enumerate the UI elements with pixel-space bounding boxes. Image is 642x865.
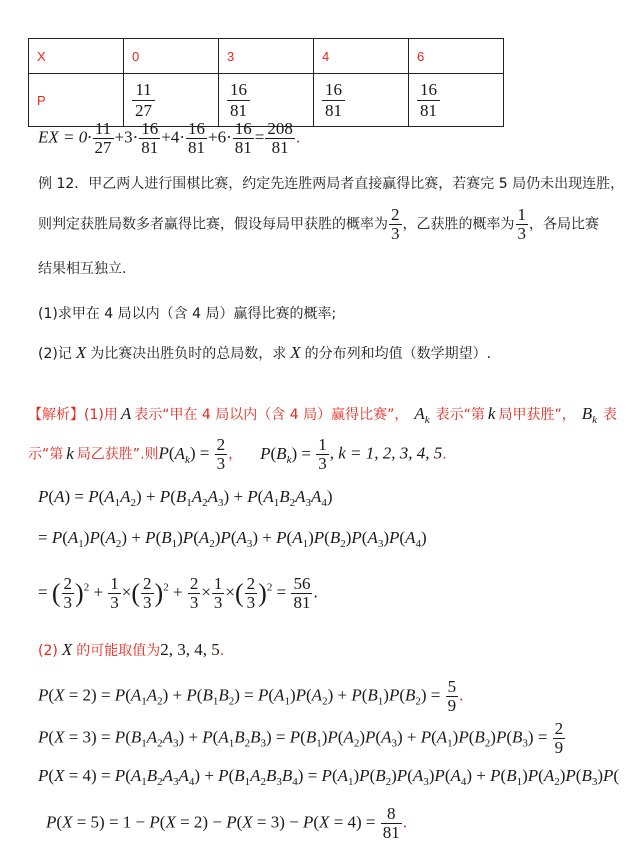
fraction-denominator: 9 (447, 696, 457, 715)
question-2 (38, 343, 491, 363)
px4-line: $P(X = 4) = P(A_1B_2A_3A_4) + P(B_1A_2B_3B_4) = P(A_1)P(B_2)P(A_3)P(A_4) + P(B_1)P(A_2)P(B_3)P$( (38, 766, 620, 788)
text: 局甲获胜”， (498, 407, 576, 423)
fraction-denominator: 27 (135, 100, 152, 120)
question-1: (1)求甲在 4 局以内（含 4 局）赢得比赛的概率; (38, 306, 337, 322)
distribution-table (28, 38, 504, 127)
fraction-numerator: 1 (517, 205, 526, 224)
fraction-numerator: 1 (318, 435, 327, 454)
variable-k: k (66, 443, 74, 463)
fraction-numerator: 8 (381, 805, 402, 824)
table-cell (314, 74, 409, 127)
pa-line-3: = ( $\frac{2}{3}$ )$^2$ + $\frac{1}{3}$ ×( $\frac{2}{3}$ )$^2$ + $\frac{2}{3}$ × $\frac{1}{3}$ ×( $\frac{2}{3}$ )$^2$ = $\frac{56}{81}$ . (38, 574, 318, 612)
fraction-numerator: 16 (322, 80, 345, 101)
fraction-denominator: 3 (318, 454, 327, 473)
fraction-numerator: 5 (447, 677, 457, 696)
fraction-numerator: 2 (216, 435, 226, 454)
fraction (186, 120, 207, 157)
table-cell (409, 74, 504, 127)
table-cell: P (29, 74, 124, 127)
fraction-denominator: 3 (391, 224, 400, 243)
variable-x: X (75, 343, 87, 362)
expectation-line (38, 120, 300, 157)
text: 则判定获胜局数多者赢得比赛，假设每局甲获胜的概率为 (38, 216, 388, 233)
text: . (442, 446, 447, 463)
fraction (233, 120, 254, 157)
table-cell: 0 (124, 39, 219, 74)
solution-line-1 (28, 404, 617, 426)
text: 的可能取值为 (76, 643, 161, 659)
values: 2, 3, 4, 5 (160, 640, 220, 659)
fraction (417, 80, 440, 121)
fraction (316, 436, 329, 473)
variable-bk: $B_k$ (581, 404, 597, 426)
k-range: k = 1, 2, 3, 4, 5 (338, 443, 443, 463)
term: +4· (161, 127, 185, 147)
table-cell: 3 (219, 39, 314, 74)
variable-a: A (120, 404, 132, 423)
problem-line-2 (38, 206, 599, 243)
fraction (265, 120, 295, 157)
table-cell: 4 (314, 39, 409, 74)
px2-line: $P(X = 2) = P(A_1A_2) + P(B_1B_2) = P(A_1)P(A_2) + P(B_1)P(B_2)$ = $\frac{5}{9}$ . (38, 677, 464, 715)
solution-line-2: 示“第 k 局乙获胜”.则$P(A_k)$ = $\frac{2}{3}$ ， $P(B_k)$ = $\frac{1}{3}$ , k = 1, 2, 3, 4, 5. (28, 435, 447, 473)
fraction-denominator: 3 (216, 454, 226, 473)
fraction (93, 120, 114, 157)
fraction-denominator: 81 (271, 138, 289, 157)
fraction (215, 436, 228, 473)
fraction (516, 206, 529, 243)
fraction-denominator: 81 (188, 138, 205, 157)
fraction (553, 720, 566, 757)
text: 表 (603, 407, 617, 423)
fraction (139, 120, 160, 157)
term: = (254, 127, 265, 147)
text: 局乙获胜”.则 (76, 446, 159, 463)
table-cell: X (29, 39, 124, 74)
fraction-denominator: 81 (382, 823, 400, 842)
variable-x: X (61, 640, 73, 659)
table-header-row (29, 39, 504, 74)
term: +6· (208, 127, 232, 147)
text: ，乙获胜的概率为 (402, 216, 515, 233)
fraction-denominator: 81 (141, 138, 159, 157)
term: +3· (114, 127, 139, 147)
fraction-numerator: 11 (132, 80, 155, 101)
fraction-denominator: 9 (554, 738, 564, 757)
table-cell (219, 74, 314, 127)
text: 为比赛决出胜负时的总局数，求 (90, 346, 287, 362)
fraction-denominator: 81 (234, 138, 252, 157)
fraction-denominator: 81 (293, 593, 311, 612)
problem-line-1: 例 12．甲乙两人进行围棋比赛，约定先连胜两局者直接赢得比赛，若赛完 5 局仍未出现连胜， (38, 176, 625, 192)
text: (2) (38, 643, 58, 659)
fraction-numerator: 11 (93, 120, 114, 139)
variable-ak: $A_k$ (414, 404, 430, 426)
text: ，各局比赛 (529, 216, 599, 233)
fraction-numerator: 16 (227, 80, 250, 101)
text: . (219, 643, 225, 659)
fraction-denominator: 81 (230, 100, 247, 120)
fraction (446, 678, 459, 715)
fraction (389, 206, 402, 243)
part2-line (38, 640, 224, 660)
text: 【解析】(1)用 (28, 407, 118, 423)
text: 的分布列和均值（数学期望）. (304, 346, 492, 362)
fraction-numerator: 16 (417, 80, 440, 101)
variable-k: k (487, 404, 496, 423)
fraction-numerator: 2 (391, 205, 400, 224)
fraction-numerator: 56 (293, 574, 311, 593)
pa-line-2: = $P(A_1)P(A_2) + P(B_1)P(A_2)P(A_3) + P(A_1)P(B_2)P(A_3)P(A_4)$ (38, 528, 427, 550)
px3-line: $P(X = 3) = P(B_1A_2A_3) + P(A_1B_2B_3) = P(B_1)P(A_2)P(A_3) + P(A_1)P(B_2)P(B_3)$ = $\frac{2}{9}$ (38, 719, 564, 757)
text: (2)记 (38, 346, 72, 362)
text: 示“第 (28, 446, 64, 463)
px5-line: P(X = 5) = 1 − P(X = 2) − P(X = 3) − P(X = 4) = $\frac{8}{81}$ . (46, 804, 408, 842)
fraction-denominator: 81 (325, 100, 342, 120)
fraction-denominator: 81 (420, 100, 437, 120)
fraction-numerator: 16 (234, 119, 252, 138)
fraction-denominator: 27 (94, 138, 112, 157)
expectation-lhs: EX = 0· (38, 127, 92, 147)
fraction-numerator: 2 (554, 719, 564, 738)
fraction-numerator: 16 (188, 119, 205, 138)
variable-x: X (290, 343, 301, 362)
text: 表示“甲在 4 局以内（含 4 局）赢得比赛”， (134, 407, 409, 423)
fraction (291, 575, 312, 612)
term: . (295, 127, 301, 147)
problem-line-3: 结果相互独立. (38, 261, 127, 277)
fraction (322, 80, 345, 121)
pa-line-1: $P(A) = P(A_1A_2) + P(B_1A_2A_3) + P(A_1B_2A_3A_4)$ (38, 487, 333, 509)
fraction (227, 80, 250, 121)
text: 表示“第 (435, 407, 485, 423)
fraction-denominator: 3 (517, 224, 526, 243)
fraction (381, 805, 402, 842)
fraction-numerator: 208 (267, 119, 293, 138)
fraction (132, 80, 155, 121)
fraction-numerator: 16 (141, 119, 159, 138)
table-cell: 6 (409, 39, 504, 74)
